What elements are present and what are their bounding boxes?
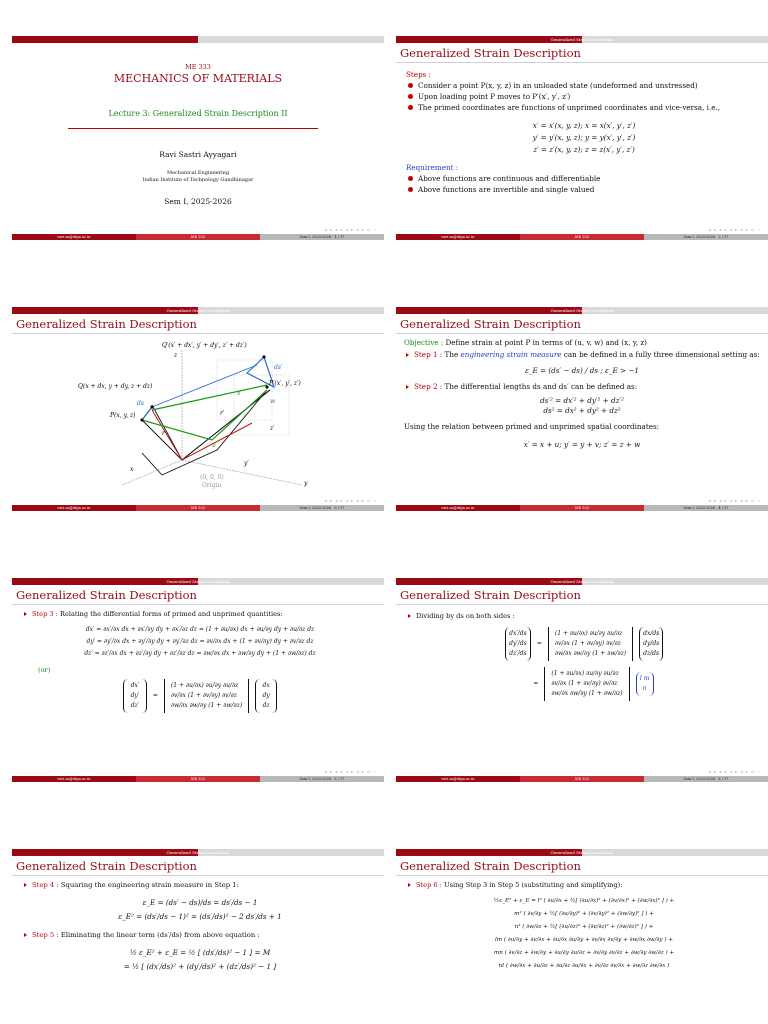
expansion-line-6: nl ( ∂w/∂x + ∂u/∂z + ∂u/∂z ∂u/∂x + ∂v/∂z ∂v/∂x + ∂w/∂z ∂w/∂x ) — [498, 963, 670, 969]
relation-equation: x′ = x + u; y′ = y + v; z′ = z + w — [523, 440, 641, 449]
deformation-diagram — [12, 335, 384, 505]
label-origin-coords: (0, 0, 0) — [200, 474, 224, 481]
nav-icons[interactable]: ◂ ▸ ◂ ▸ ◂ ▸ ◂ ▸ ↺ ∽ — [708, 227, 762, 232]
strain-equation: ε_E = (ds′ − ds) / ds ; ε_E > −1 — [525, 366, 639, 375]
title-rule — [396, 604, 768, 605]
title-rule — [396, 333, 768, 334]
rhs-vector: dx dy dz — [255, 679, 277, 713]
footer-sem: Sem I, 2025-2026 4 / 17 — [644, 505, 768, 511]
nav-icons[interactable]: ◂ ▸ ◂ ▸ ◂ ▸ ◂ ▸ ↺ ∽ — [708, 769, 762, 774]
label-rp: r′ — [220, 410, 225, 417]
bullet-2: Upon loading point P moves to P′(x′, y′, z′) — [406, 92, 762, 102]
or-label: (or) — [38, 666, 51, 674]
nav-icons[interactable]: ◂ ▸ ◂ ▸ ◂ ▸ ◂ ▸ ↺ ∽ — [324, 769, 378, 774]
slide-5 — [12, 578, 384, 782]
header-bar: Generalized Strain Description — [12, 307, 384, 314]
y-axis — [182, 460, 302, 485]
footer-sem: Sem I, 2025-2026 5 / 17 — [260, 776, 384, 782]
label-q: Q(x + dx, y + dy, z + dz) — [78, 383, 153, 390]
title-rule — [396, 62, 768, 63]
slide-6 — [396, 578, 768, 782]
strain-eq: ε_E = (ds′ − ds)/ds = ds′/ds − 1 — [142, 898, 258, 907]
direction-cosines: l m n — [636, 672, 654, 696]
ds-prime-equation: ds′² = dx′² + dy′² + dz′² — [540, 396, 624, 405]
divider — [68, 128, 318, 129]
label-ds: ds — [137, 400, 144, 407]
footer — [396, 234, 768, 240]
title-rule — [12, 604, 384, 605]
semester: Sem I, 2025-2026 — [164, 197, 232, 206]
label-r: r — [162, 430, 165, 437]
requirement-2: Above functions are invertible and single valued — [406, 185, 762, 195]
footer — [396, 505, 768, 511]
institute: Indian Institute of Technology Gandhinagar — [142, 177, 254, 183]
ds-equation: ds² = dx² + dy² + dz² — [543, 406, 621, 415]
dz-equation: dz′ = ∂z′/∂x dx + ∂z′/∂y dy + ∂z′/∂z dz = ∂w/∂x dx + ∂w/∂y dy + (1 + ∂w/∂z) dz — [84, 650, 316, 657]
lhs-vector: dx′/ds dy′/ds dz′/ds — [505, 627, 531, 661]
expansion-line-2: m² ( ∂v/∂y + ½[ (∂u/∂y)² + (∂v/∂y)² + (∂w/∂y)² ] ) + — [514, 911, 654, 917]
slide-title: Generalized Strain Description — [400, 588, 581, 602]
title-rule — [12, 333, 384, 334]
requirement-1: Above functions are continuous and differentiable — [406, 174, 762, 184]
header-bar: Generalized Strain Description — [396, 849, 768, 856]
relation-text: Using the relation between primed and unprimed spatial coordinates: — [404, 422, 660, 431]
dx-equation: dx′ = ∂x′/∂x dx + ∂x′/∂y dy + ∂x′/∂z dz = (1 + ∂u/∂x) dx + ∂u/∂y dy + ∂u/∂z dz — [85, 626, 315, 633]
step-5: Step 5 : Eliminating the linear term (ds′/ds) from above equation : — [22, 930, 378, 940]
slide-title: Generalized Strain Description — [16, 588, 197, 602]
header-bar: Generalized Strain Description — [396, 578, 768, 585]
slide-8 — [396, 849, 768, 1024]
footer-sem: Sem I, 2025-2026 6 / 17 — [644, 776, 768, 782]
nav-icons[interactable]: ◂ ▸ ◂ ▸ ◂ ▸ ◂ ▸ ↺ ∽ — [324, 227, 378, 232]
objective: Objective : Define strain at point P in terms of (u, v, w) and (x, y, z) — [404, 338, 647, 347]
equation-y: y′ = y′(x, y, z); y = y(x′, y′, z′) — [532, 133, 636, 142]
author: Ravi Sastri Ayyagari — [159, 150, 237, 159]
dy-equation: dy′ = ∂y′/∂x dx + ∂y′/∂y dy + ∂y′/∂z dz = ∂v/∂x dx + (1 + ∂v/∂y) dy + ∂v/∂z dz — [86, 638, 314, 645]
rhs-vector-1: dx/ds dy/ds dz/ds — [639, 627, 663, 661]
nav-icons[interactable]: ◂ ▸ ◂ ▸ ◂ ▸ ◂ ▸ ↺ ∽ — [324, 498, 378, 503]
jacobian-matrix-1: (1 + ∂u/∂x) ∂u/∂y ∂u/∂z ∂v/∂x (1 + ∂v/∂y) ∂v/∂z ∂w/∂x ∂w/∂y (1 + ∂w/∂z) — [548, 627, 633, 661]
footer-course: ME 333 — [520, 776, 644, 782]
footer — [396, 776, 768, 782]
label-zp: z′ — [270, 425, 275, 432]
slide-title: Generalized Strain Description — [400, 317, 581, 331]
matrix-row-1: (1 + ∂u/∂x) ∂u/∂y ∂u/∂z — [170, 682, 239, 689]
m-equation: ½ ε_E² + ε_E = ½ [ (ds′/ds)² − 1 ] = M — [129, 948, 271, 957]
slide-title: Generalized Strain Description — [16, 859, 197, 873]
label-qp: Q′(x′ + dx′, y′ + dy′, z′ + dz′) — [162, 342, 247, 349]
slide-7 — [12, 849, 384, 1024]
lhs-vector: dx′ dy′ dz′ — [123, 679, 147, 713]
course-title: MECHANICS OF MATERIALS — [113, 72, 283, 85]
footer-course: ME 333 — [136, 776, 260, 782]
point-qp — [262, 355, 265, 358]
footer — [12, 505, 384, 511]
header-bar: Generalized Strain Description — [396, 307, 768, 314]
header-bar: Generalized Strain Description — [396, 36, 768, 43]
step-6: Step 6 : Using Step 3 in Step 5 (substituting and simplifying): — [406, 880, 762, 890]
expansion-line-4: lm ( ∂u/∂y + ∂v/∂x + ∂u/∂x ∂u/∂y + ∂v/∂x ∂v/∂y + ∂w/∂x ∂w/∂y ) + — [494, 937, 674, 943]
dividing-step: Dividing by ds on both sides : — [406, 611, 762, 621]
step-1: Step 1 : The engineering strain measure can be defined in a fully three dimensional setting as: — [404, 350, 760, 360]
header-bar — [12, 36, 384, 43]
steps-label: Steps : — [406, 70, 432, 79]
matrix-form: dx′ dy′ dz′ = (1 + ∂u/∂x) ∂u/∂y ∂u/∂z ∂v/∂x (1 + ∂v/∂y) ∂v/∂z ∂w/∂x ∂w/∂y (1 + ∂w/∂z) dx dy dz — [22, 679, 378, 713]
footer — [12, 234, 384, 240]
footer-course: ME 333 — [520, 234, 644, 240]
label-pp: P′(x′, y′, z′) — [269, 380, 301, 387]
slide-3 — [12, 307, 384, 511]
slide-title — [12, 36, 384, 240]
label-x: x — [130, 466, 134, 473]
slide-title: Generalized Strain Description — [400, 859, 581, 873]
expansion-line-1: ½ε_E² + ε_E = l² ( ∂u/∂x + ½[ (∂u/∂x)² + (∂v/∂x)² + (∂w/∂x)² ] ) + — [493, 898, 675, 904]
department: Mechanical Engineering — [166, 170, 230, 176]
matrix-row-2: ∂v/∂x (1 + ∂v/∂y) ∂v/∂z — [170, 692, 237, 699]
lecture-title: Lecture 3: Generalized Strain Description II — [108, 109, 288, 118]
footer-email: ravi.sa@iitgn.ac.in — [12, 234, 136, 240]
requirement-label: Requirement : — [406, 163, 459, 172]
point-q — [150, 405, 153, 408]
label-y: y — [304, 480, 308, 487]
slide-2 — [396, 36, 768, 240]
ds-segment — [142, 407, 152, 420]
matrix-form-1: dx′/ds dy′/ds dz′/ds = (1 + ∂u/∂x) ∂u/∂y ∂u/∂z ∂v/∂x (1 + ∂v/∂y) ∂v/∂z ∂w/∂x ∂w/∂y (1 + ∂w/∂z) dx/ds dy/ds dz/ds — [406, 627, 762, 661]
footer-email: ravi.sa@iitgn.ac.in — [12, 776, 136, 782]
m-expanded: = ½ [ (dx′/ds)² + (dy′/ds)² + (dz′/ds)² − 1 ] — [123, 962, 277, 971]
footer-course: ME 333 — [520, 505, 644, 511]
equation-z: z′ = z′(x, y, z); z = z(x′, y′, z′) — [533, 145, 635, 154]
title-rule — [12, 875, 384, 876]
displacement-u — [142, 390, 267, 440]
construction-line-2 — [152, 390, 270, 460]
step-2: Step 2 : The differential lengths ds and ds′ can be defined as: — [404, 382, 760, 392]
footer-course: ME 333 — [136, 505, 260, 511]
bullet-3: The primed coordinates are functions of unprimed coordinates and vice-versa, i.e., — [406, 103, 762, 113]
label-p: P(x, y, z) — [110, 412, 136, 419]
footer-email: ravi.sa@iitgn.ac.in — [396, 776, 520, 782]
expansion-line-3: n² ( ∂w/∂z + ½[ (∂u/∂z)² + (∂v/∂z)² + (∂w/∂z)² ] ) + — [514, 924, 654, 930]
step-3: Step 3 : Relating the differential forms of primed and unprimed quantities: — [22, 609, 378, 619]
footer-course: ME 333 — [136, 234, 260, 240]
step-4: Step 4 : Squaring the engineering strain measure in Step 1: — [22, 880, 378, 890]
label-w: w — [270, 398, 276, 405]
label-dsp: ds′ — [274, 364, 283, 371]
equation-x: x′ = x′(x, y, z); x = x(x′, y′, z′) — [532, 121, 636, 130]
label-u: u — [212, 442, 216, 449]
strain-squared-eq: ε_E² = (ds′/ds − 1)² = (ds′/ds)² − 2 ds′/ds + 1 — [118, 912, 282, 921]
nav-icons[interactable]: ◂ ▸ ◂ ▸ ◂ ▸ ◂ ▸ ↺ ∽ — [708, 498, 762, 503]
footer-sem: Sem I, 2025-2026 2 / 17 — [644, 234, 768, 240]
jacobian-matrix-2: (1 + ∂u/∂x) ∂u/∂y ∂u/∂z ∂v/∂x (1 + ∂v/∂y) ∂v/∂z ∂w/∂x ∂w/∂y (1 + ∂w/∂z) — [544, 667, 629, 701]
matrix-form-2: = (1 + ∂u/∂x) ∂u/∂y ∂u/∂z ∂v/∂x (1 + ∂v/∂y) ∂v/∂z ∂w/∂x ∂w/∂y (1 + ∂w/∂z) l m n — [406, 667, 762, 701]
point-p — [140, 418, 143, 421]
bullet-1: Consider a point P(x, y, z) in an unloaded state (undeformed and unstressed) — [406, 81, 762, 91]
label-origin: Origin — [202, 482, 222, 489]
label-z: z — [174, 352, 178, 359]
label-yp: y′ — [244, 460, 249, 467]
footer-email: ravi.sa@iitgn.ac.in — [396, 234, 520, 240]
header-bar: Generalized Strain Description — [12, 578, 384, 585]
footer-sem: Sem I, 2025-2026 3 / 17 — [260, 505, 384, 511]
footer-email: ravi.sa@iitgn.ac.in — [12, 505, 136, 511]
blue-connector — [152, 365, 257, 407]
expansion-line-5: mn ( ∂v/∂z + ∂w/∂y + ∂u/∂y ∂u/∂z + ∂v/∂y ∂v/∂z + ∂w/∂y ∂w/∂z ) + — [493, 950, 675, 956]
matrix-row-3: ∂w/∂x ∂w/∂y (1 + ∂w/∂z) — [170, 702, 243, 709]
footer-sem: Sem I, 2025-2026 1 / 17 — [260, 234, 384, 240]
slide-4 — [396, 307, 768, 511]
jacobian-matrix — [164, 679, 249, 713]
header-bar: Generalized Strain Description — [12, 849, 384, 856]
slide-title: Generalized Strain Description — [16, 317, 197, 331]
footer — [12, 776, 384, 782]
title-rule — [396, 875, 768, 876]
label-v: v — [237, 390, 241, 397]
course-code: ME 333 — [185, 63, 211, 71]
footer-email: ravi.sa@iitgn.ac.in — [396, 505, 520, 511]
slide-title: Generalized Strain Description — [400, 46, 581, 60]
